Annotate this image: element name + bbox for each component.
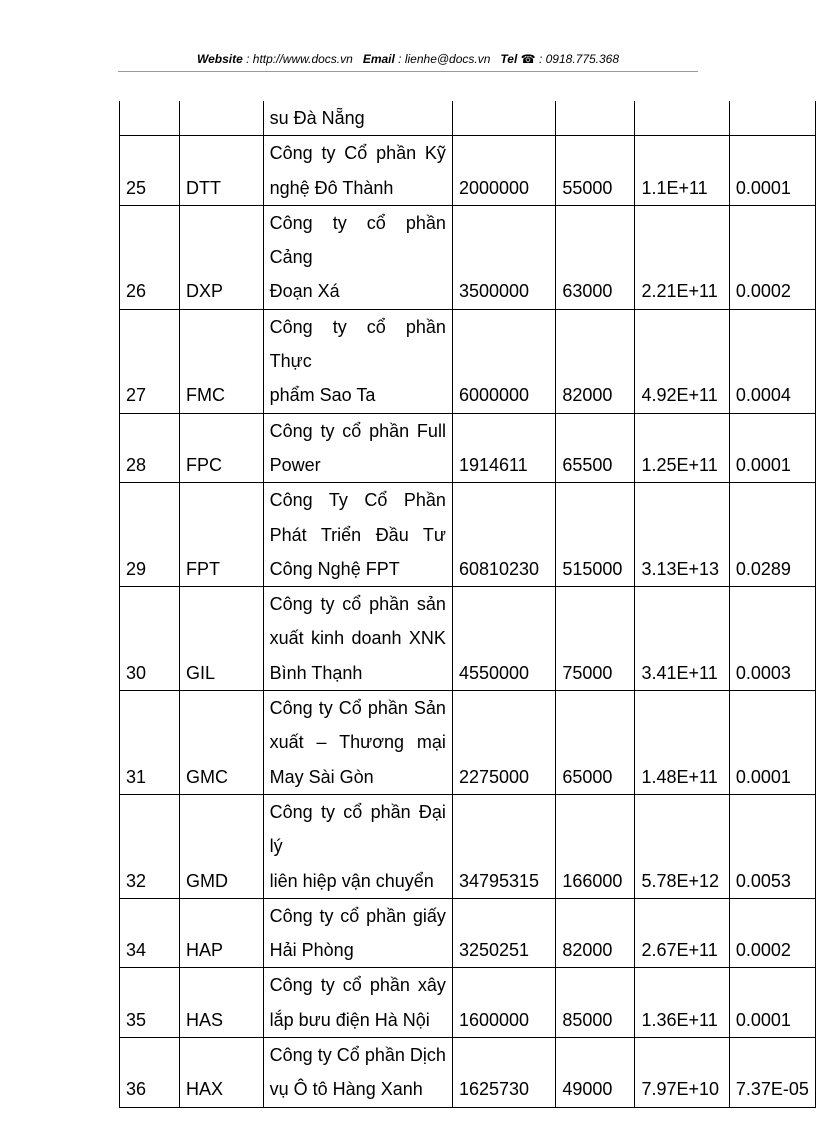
shares-cell: 4550000: [452, 587, 555, 691]
price-cell: 515000: [556, 483, 635, 587]
stock-code-cell: GIL: [179, 587, 263, 691]
company-name-line: Công ty cổ phần Cảng: [269, 212, 446, 268]
company-name-line: Phát Triển Đầu Tư: [269, 524, 446, 545]
stock-code-cell: GMD: [179, 794, 263, 898]
shares-cell: 6000000: [452, 309, 555, 413]
row-number-cell: 34: [120, 898, 180, 968]
company-name-cell: [263, 413, 452, 483]
market-cap-cell: 1.1E+11: [635, 136, 729, 206]
company-name-line: May Sài Gòn: [269, 766, 374, 787]
row-number-cell: [120, 101, 180, 136]
weight-cell: 0.0004: [729, 309, 815, 413]
table-row: [120, 898, 816, 968]
company-name-line: su Đà Nẵng: [269, 108, 365, 128]
company-name-line: Công ty Cổ phần Dịch: [269, 1045, 446, 1066]
company-name-cell: [263, 898, 452, 968]
table-row: [120, 1038, 816, 1108]
shares-cell: 2000000: [452, 136, 555, 206]
table-row: [120, 794, 816, 898]
shares-cell: [452, 101, 555, 136]
table-row: [120, 205, 816, 309]
weight-cell: 0.0289: [729, 483, 815, 587]
company-name-cell: [263, 136, 452, 206]
company-name-line: phẩm Sao Ta: [269, 385, 376, 406]
price-cell: 65500: [556, 413, 635, 483]
header-divider: [118, 71, 698, 72]
company-name-line: Power: [269, 454, 321, 475]
market-cap-cell: [635, 101, 729, 136]
company-name-line: lắp bưu điện Hà Nội: [269, 1009, 430, 1030]
company-name-cell: [263, 483, 452, 587]
table-row: [120, 587, 816, 691]
price-cell: 75000: [556, 587, 635, 691]
price-cell: 82000: [556, 309, 635, 413]
market-cap-cell: 1.36E+11: [635, 968, 729, 1038]
company-name-cell: [263, 1038, 452, 1108]
company-name-line: Công ty Cổ phần Kỹ: [269, 143, 446, 164]
company-name-line: Công ty cổ phần Thực: [269, 316, 446, 372]
website-url[interactable]: http://www.docs.vn: [252, 52, 353, 66]
stock-code-cell: [179, 101, 263, 136]
row-number-cell: 28: [120, 413, 180, 483]
company-name-line: Công ty cổ phần giấy: [269, 905, 446, 926]
weight-cell: 0.0001: [729, 691, 815, 795]
table-row: [120, 483, 816, 587]
stock-code-cell: GMC: [179, 691, 263, 795]
market-cap-cell: 3.41E+11: [635, 587, 729, 691]
table-row: [120, 101, 816, 136]
email-address[interactable]: lienhe@docs.vn: [404, 52, 491, 66]
email-separator: :: [394, 52, 405, 66]
shares-cell: 1914611: [452, 413, 555, 483]
price-cell: 55000: [556, 136, 635, 206]
company-name-line: vụ Ô tô Hàng Xanh: [269, 1079, 423, 1100]
shares-cell: 1625730: [452, 1038, 555, 1108]
price-cell: 49000: [556, 1038, 635, 1108]
company-name-line: Công Nghệ FPT: [269, 558, 400, 579]
price-cell: 85000: [556, 968, 635, 1038]
company-name-line: Bình Thạnh: [269, 662, 363, 683]
company-name-line: Hải Phòng: [269, 940, 354, 961]
shares-cell: 1600000: [452, 968, 555, 1038]
company-name-line: xuất kinh doanh XNK: [269, 628, 446, 649]
market-cap-cell: 4.92E+11: [635, 309, 729, 413]
row-number-cell: 27: [120, 309, 180, 413]
shares-cell: 3250251: [452, 898, 555, 968]
market-cap-cell: 1.48E+11: [635, 691, 729, 795]
weight-cell: [729, 101, 815, 136]
stock-code-cell: FPT: [179, 483, 263, 587]
table-row: [120, 413, 816, 483]
company-name-cell: [263, 587, 452, 691]
row-number-cell: 25: [120, 136, 180, 206]
phone-icon: ☎: [520, 52, 536, 66]
company-table: [119, 101, 816, 1108]
row-number-cell: 35: [120, 968, 180, 1038]
shares-cell: 60810230: [452, 483, 555, 587]
weight-cell: 0.0001: [729, 136, 815, 206]
company-name-line: Công ty cổ phần Full: [269, 420, 446, 441]
company-name-line: Công Ty Cổ Phần: [269, 490, 446, 511]
stock-code-cell: DXP: [179, 205, 263, 309]
website-separator: :: [242, 52, 253, 66]
market-cap-cell: 5.78E+12: [635, 794, 729, 898]
company-name-line: xuất – Thương mại: [269, 732, 446, 753]
company-name-line: Công ty cổ phần sản: [269, 594, 446, 615]
weight-cell: 0.0003: [729, 587, 815, 691]
company-name-line: liên hiệp vận chuyển: [269, 870, 434, 891]
price-cell: 65000: [556, 691, 635, 795]
price-cell: 166000: [556, 794, 635, 898]
weight-cell: 0.0001: [729, 413, 815, 483]
price-cell: 82000: [556, 898, 635, 968]
market-cap-cell: 7.97E+10: [635, 1038, 729, 1108]
market-cap-cell: 1.25E+11: [635, 413, 729, 483]
market-cap-cell: 2.67E+11: [635, 898, 729, 968]
stock-code-cell: HAS: [179, 968, 263, 1038]
price-cell: 63000: [556, 205, 635, 309]
shares-cell: 3500000: [452, 205, 555, 309]
price-cell: [556, 101, 635, 136]
row-number-cell: 29: [120, 483, 180, 587]
tel-label: Tel: [500, 52, 518, 66]
weight-cell: 7.37E-05: [729, 1038, 815, 1108]
weight-cell: 0.0053: [729, 794, 815, 898]
row-number-cell: 32: [120, 794, 180, 898]
email-label: Email: [362, 52, 395, 66]
stock-code-cell: DTT: [179, 136, 263, 206]
company-name-line: nghệ Đô Thành: [269, 177, 394, 198]
website-label: Website: [196, 52, 243, 66]
market-cap-cell: 3.13E+13: [635, 483, 729, 587]
shares-cell: 2275000: [452, 691, 555, 795]
row-number-cell: 30: [120, 587, 180, 691]
stock-code-cell: FMC: [179, 309, 263, 413]
company-name-cell: [263, 101, 452, 136]
company-name-line: Công ty cổ phần xây: [269, 975, 446, 996]
table-row: [120, 136, 816, 206]
company-name-cell: [263, 205, 452, 309]
shares-cell: 34795315: [452, 794, 555, 898]
stock-code-cell: HAX: [179, 1038, 263, 1108]
company-name-cell: [263, 968, 452, 1038]
company-name-line: Đoạn Xá: [269, 281, 340, 302]
stock-code-cell: FPC: [179, 413, 263, 483]
company-name-cell: [263, 691, 452, 795]
company-name-line: Công ty Cổ phần Sản: [269, 698, 446, 719]
company-table-body: [120, 101, 816, 1107]
tel-number: : 0918.775.368: [535, 52, 620, 66]
weight-cell: 0.0002: [729, 205, 815, 309]
stock-code-cell: HAP: [179, 898, 263, 968]
table-row: [120, 968, 816, 1038]
row-number-cell: 26: [120, 205, 180, 309]
company-name-cell: [263, 309, 452, 413]
page-header: [118, 52, 698, 66]
weight-cell: 0.0002: [729, 898, 815, 968]
row-number-cell: 31: [120, 691, 180, 795]
market-cap-cell: 2.21E+11: [635, 205, 729, 309]
row-number-cell: 36: [120, 1038, 180, 1108]
weight-cell: 0.0001: [729, 968, 815, 1038]
company-name-cell: [263, 794, 452, 898]
company-name-line: Công ty cổ phần Đại lý: [269, 801, 446, 857]
table-row: [120, 691, 816, 795]
table-container: [119, 101, 816, 1100]
table-row: [120, 309, 816, 413]
